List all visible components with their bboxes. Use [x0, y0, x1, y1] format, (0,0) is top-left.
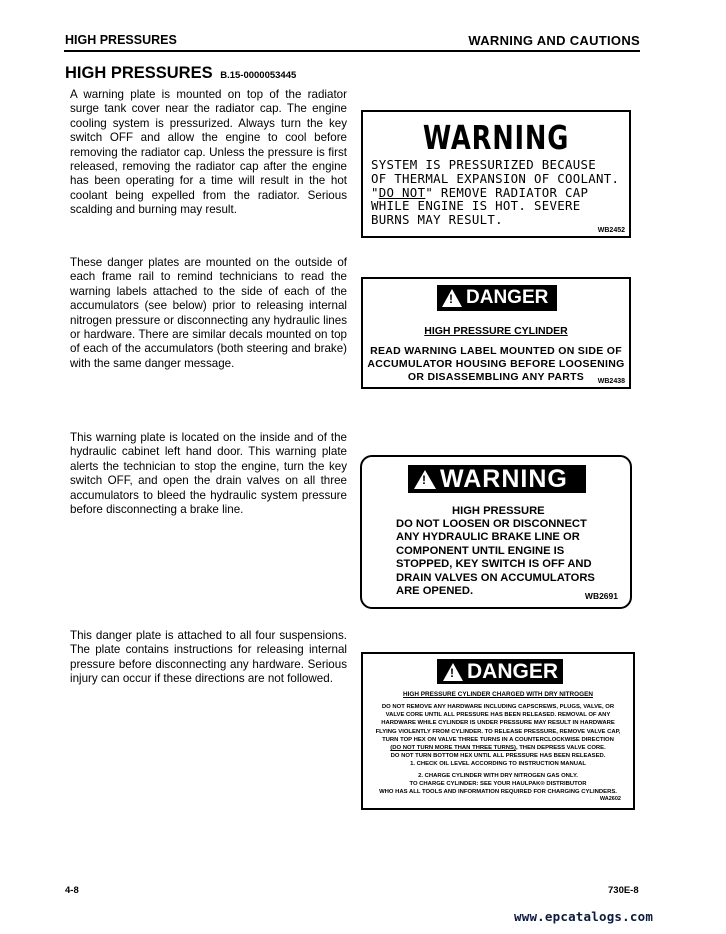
- plate-line: TURN TOP HEX ON VALVE THREE TURNS IN A COUNTERCLOCKWISE DIRECTION: [382, 736, 614, 743]
- plate-body: [367, 703, 629, 769]
- plate-subtitle: HIGH PRESSURE CYLINDER: [424, 325, 568, 337]
- cabinet-warning-plate: [360, 455, 632, 609]
- plate-heading: DANGER: [467, 659, 559, 683]
- hazard-triangle-icon: [414, 470, 436, 489]
- section-title-text: HIGH PRESSURES: [65, 64, 213, 82]
- plate-body-lower: [367, 772, 629, 797]
- suspension-danger-plate: [361, 652, 635, 810]
- danger-tag: [437, 659, 563, 684]
- plate-line: READ WARNING LABEL MOUNTED ON SIDE OF: [370, 345, 622, 357]
- frame-rail-danger-plate: [361, 277, 631, 389]
- plate-text-underlined: DO NOT: [378, 184, 426, 200]
- plate-code: WA2602: [599, 796, 621, 802]
- plate-body: [396, 518, 595, 598]
- watermark: www.epcatalogs.com: [514, 909, 654, 924]
- plate-line: DO NOT TURN BOTTOM HEX UNTIL ALL PRESSURE HAS BEEN RELEASED.: [390, 753, 606, 760]
- plate-line: ARE OPENED.: [396, 585, 474, 598]
- plate-code: WB2691: [584, 591, 618, 601]
- plate-body: [363, 345, 629, 384]
- page-number: 4-8: [65, 885, 79, 896]
- plate-line: HARDWARE WHILE CYLINDER IS UNDER PRESSURE MAY RESULT IN HARDWARE: [381, 720, 615, 727]
- plate-body: [371, 158, 631, 227]
- hazard-triangle-icon: [442, 289, 462, 307]
- header-rule: [64, 50, 640, 52]
- plate-text: " REMOVE RADIATOR CAP: [425, 184, 589, 200]
- running-header-left: HIGH PRESSURES: [65, 33, 177, 47]
- plate-line: [371, 186, 631, 200]
- plate-line: SYSTEM IS PRESSURIZED BECAUSE: [371, 157, 597, 172]
- radiator-warning-plate: [361, 110, 631, 238]
- section-title: [65, 64, 296, 83]
- plate-line: OF THERMAL EXPANSION OF COOLANT.: [371, 170, 620, 186]
- plate-line: TO CHARGE CYLINDER: SEE YOUR HAULPAK® DISTRIBUTOR: [409, 781, 587, 788]
- plate-line: WHILE ENGINE IS HOT. SEVERE: [371, 198, 581, 214]
- plate-heading: DANGER: [466, 287, 549, 308]
- hazard-triangle-icon: [443, 663, 463, 681]
- plate-text-underlined: (DO NOT TURN MORE THAN THREE TURNS): [390, 745, 516, 752]
- warning-tag: [408, 465, 586, 493]
- plate-heading: WARNING: [422, 118, 570, 157]
- plate-heading: WARNING: [440, 464, 568, 493]
- plate-text: , THEN DEPRESS VALVE CORE.: [515, 745, 606, 752]
- plate-subtitle: HIGH PRESSURE CYLINDER CHARGED WITH DRY NITROGEN: [403, 691, 593, 698]
- plate-line: DO NOT REMOVE ANY HARDWARE INCLUDING CAPSCREWS, PLUGS, VALVE, OR: [381, 704, 615, 710]
- plate-line: 2. CHARGE CYLINDER WITH DRY NITROGEN GAS ONLY.: [418, 773, 578, 779]
- plate-text: ": [371, 184, 379, 200]
- plate-line: DRAIN VALVES ON ACCUMULATORS: [396, 571, 595, 584]
- danger-tag: [437, 285, 557, 311]
- plate-line: ANY HYDRAULIC BRAKE LINE OR: [396, 531, 580, 544]
- plate-line: DO NOT LOOSEN OR DISCONNECT: [396, 518, 587, 530]
- plate-line: BURNS MAY RESULT.: [371, 212, 503, 228]
- plate-line: FLYING VIOLENTLY FROM CYLINDER. TO RELEASE PRESSURE, REMOVE VALVE CAP,: [375, 728, 621, 735]
- running-header-right: WARNING AND CAUTIONS: [468, 33, 640, 48]
- plate-line: VALVE CORE UNTIL ALL PRESSURE HAS BEEN RELEASED. REMOVAL OF ANY: [385, 712, 611, 719]
- plate-title: HIGH PRESSURE: [452, 505, 545, 517]
- plate-line: [367, 744, 629, 752]
- document-code: 730E-8: [608, 885, 639, 896]
- section-code: B.15-0000053445: [220, 70, 297, 81]
- paragraph-frame-rail: These danger plates are mounted on the outside of each frame rail to remind technicians to read the warning labels attached to the side of each of the accumulators (see below) prior to releasing internal nitrogen pressure or disconnecting any hydraulic lines or hardware. There are similar decals mounted on top of each of the accumulators (both steering and brake) with the same danger message.: [70, 256, 347, 370]
- plate-line: WHO HAS ALL TOOLS AND INFORMATION REQUIRED FOR CHARGING CYLINDERS.: [379, 789, 617, 796]
- plate-line: COMPONENT UNTIL ENGINE IS: [396, 544, 565, 557]
- plate-line: 1. CHECK OIL LEVEL ACCORDING TO INSTRUCTION MANUAL: [410, 761, 586, 768]
- plate-line: STOPPED, KEY SWITCH IS OFF AND: [396, 558, 592, 571]
- paragraph-suspension: This danger plate is attached to all four suspensions. The plate contains instructions for releasing internal pressure before disconnecting any hardware. Serious injury can occur if these directions are not followed.: [70, 629, 347, 686]
- plate-line: OR DISASSEMBLING ANY PARTS: [407, 371, 585, 383]
- paragraph-cabinet: This warning plate is located on the inside and of the hydraulic cabinet left hand door. This warning plate alerts the technician to stop the engine, turn the key switch OFF, and open the drain valves on all three accumulators to bleed the hydraulic system pressure before disconnecting a brake line.: [70, 431, 347, 517]
- plate-code: WB2452: [597, 227, 625, 234]
- plate-line: ACCUMULATOR HOUSING BEFORE LOOSENING: [367, 358, 625, 370]
- paragraph-radiator: A warning plate is mounted on top of the radiator surge tank cover near the radiator cap. The engine cooling system is pressurized. Always turn the key switch OFF and allow the engine to cool before removing the radiator cap. Unless the pressure is first released, removing the radiator cap after the engine has been operating for a time will result in the hot coolant being expelled from the radiator. Serious scalding and burning may result.: [70, 88, 347, 217]
- plate-code: WB2438: [597, 378, 625, 385]
